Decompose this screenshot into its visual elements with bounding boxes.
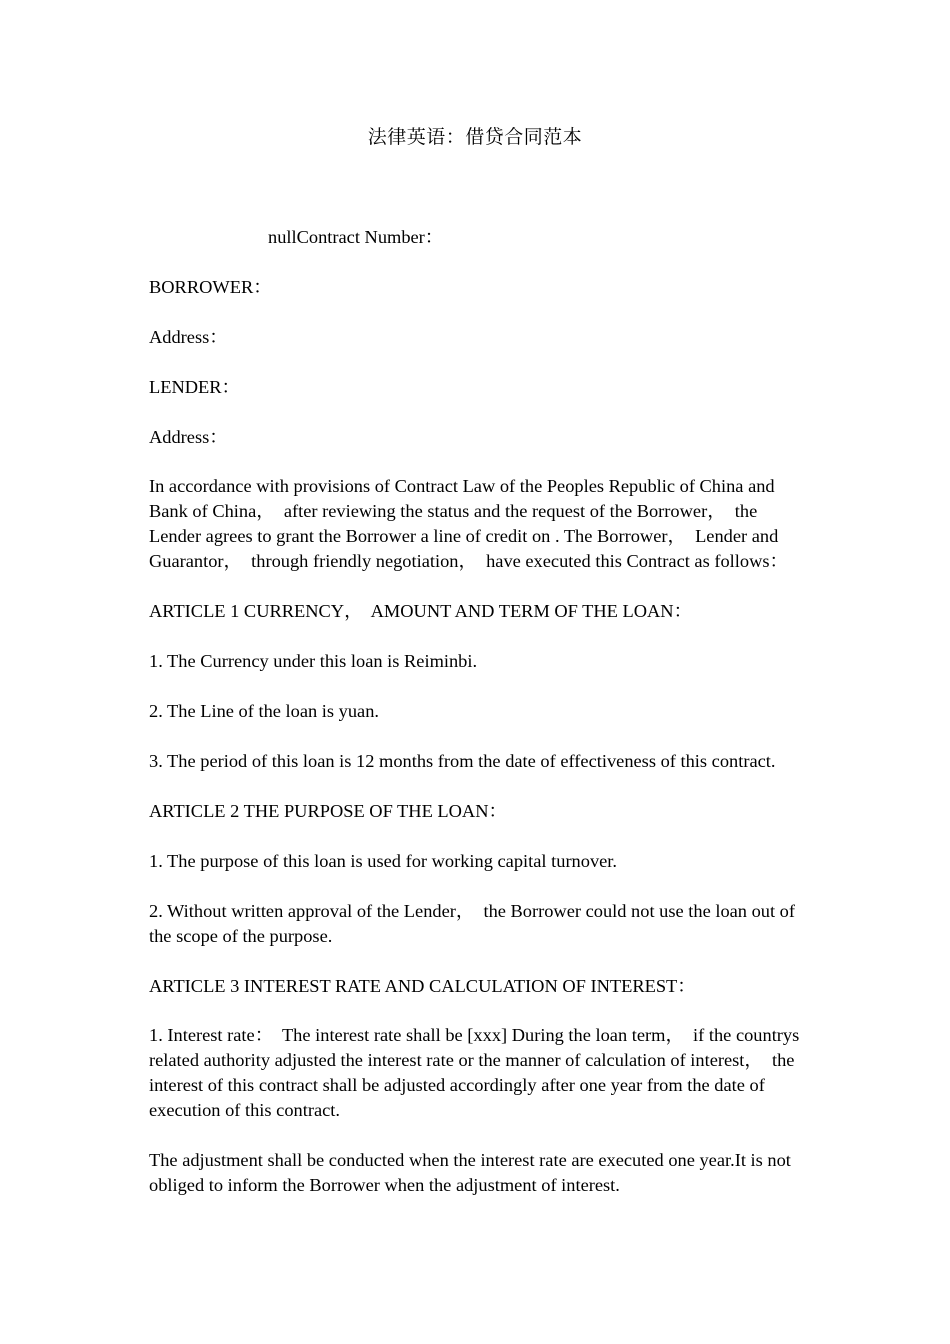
article-1-item-1: 1. The Currency under this loan is Reiminbi.	[149, 651, 478, 672]
borrower-address-label: Address：	[149, 326, 228, 347]
article-2-item-1: 1. The purpose of this loan is used for working capital turnover.	[149, 850, 618, 871]
article-3-adjustment-note: The adjustment shall be conducted when the interest rate are executed one year.It is not obliged to inform the Borrower when the adjustment of interest.	[149, 1150, 796, 1196]
article-2-heading: ARTICLE 2 THE PURPOSE OF THE LOAN：	[149, 800, 507, 821]
article-3-heading: ARTICLE 3 INTEREST RATE AND CALCULATION OF INTEREST：	[149, 975, 696, 996]
article-1-item-3: 3. The period of this loan is 12 months from the date of effectiveness of this contract.	[149, 751, 776, 772]
document-body	[149, 225, 809, 1223]
article-2-item-2: 2. Without written approval of the Lender， the Borrower could not use the loan out of the scope of the purpose.	[149, 900, 800, 946]
article-1-item-2: 2. The Line of the loan is yuan.	[149, 701, 379, 722]
lender-label: LENDER：	[149, 376, 240, 397]
contract-number-label: nullContract Number：	[268, 227, 444, 247]
lender-address-label: Address：	[149, 426, 228, 447]
document-title: 法律英语：借贷合同范本	[367, 126, 583, 148]
article-3-item-1: 1. Interest rate： The interest rate shall be [xxx] During the loan term， if the countrys related authority adjusted the interest rate or the manner of calculation of interest， the interest of this contract shall be adjusted accordingly after one year from the date of execution of this contract.	[149, 1025, 804, 1121]
borrower-label: BORROWER：	[149, 276, 272, 297]
preamble-paragraph: In accordance with provisions of Contract Law of the Peoples Republic of China and Bank of China， after reviewing the status and the request of the Borrower， the Lender agrees to grant the Borrower a line of credit on . The Borrower， Lender and Guarantor， through friendly negotiation， have executed this Contract as follows：	[149, 476, 788, 572]
article-1-heading: ARTICLE 1 CURRENCY， AMOUNT AND TERM OF THE LOAN：	[149, 601, 692, 622]
